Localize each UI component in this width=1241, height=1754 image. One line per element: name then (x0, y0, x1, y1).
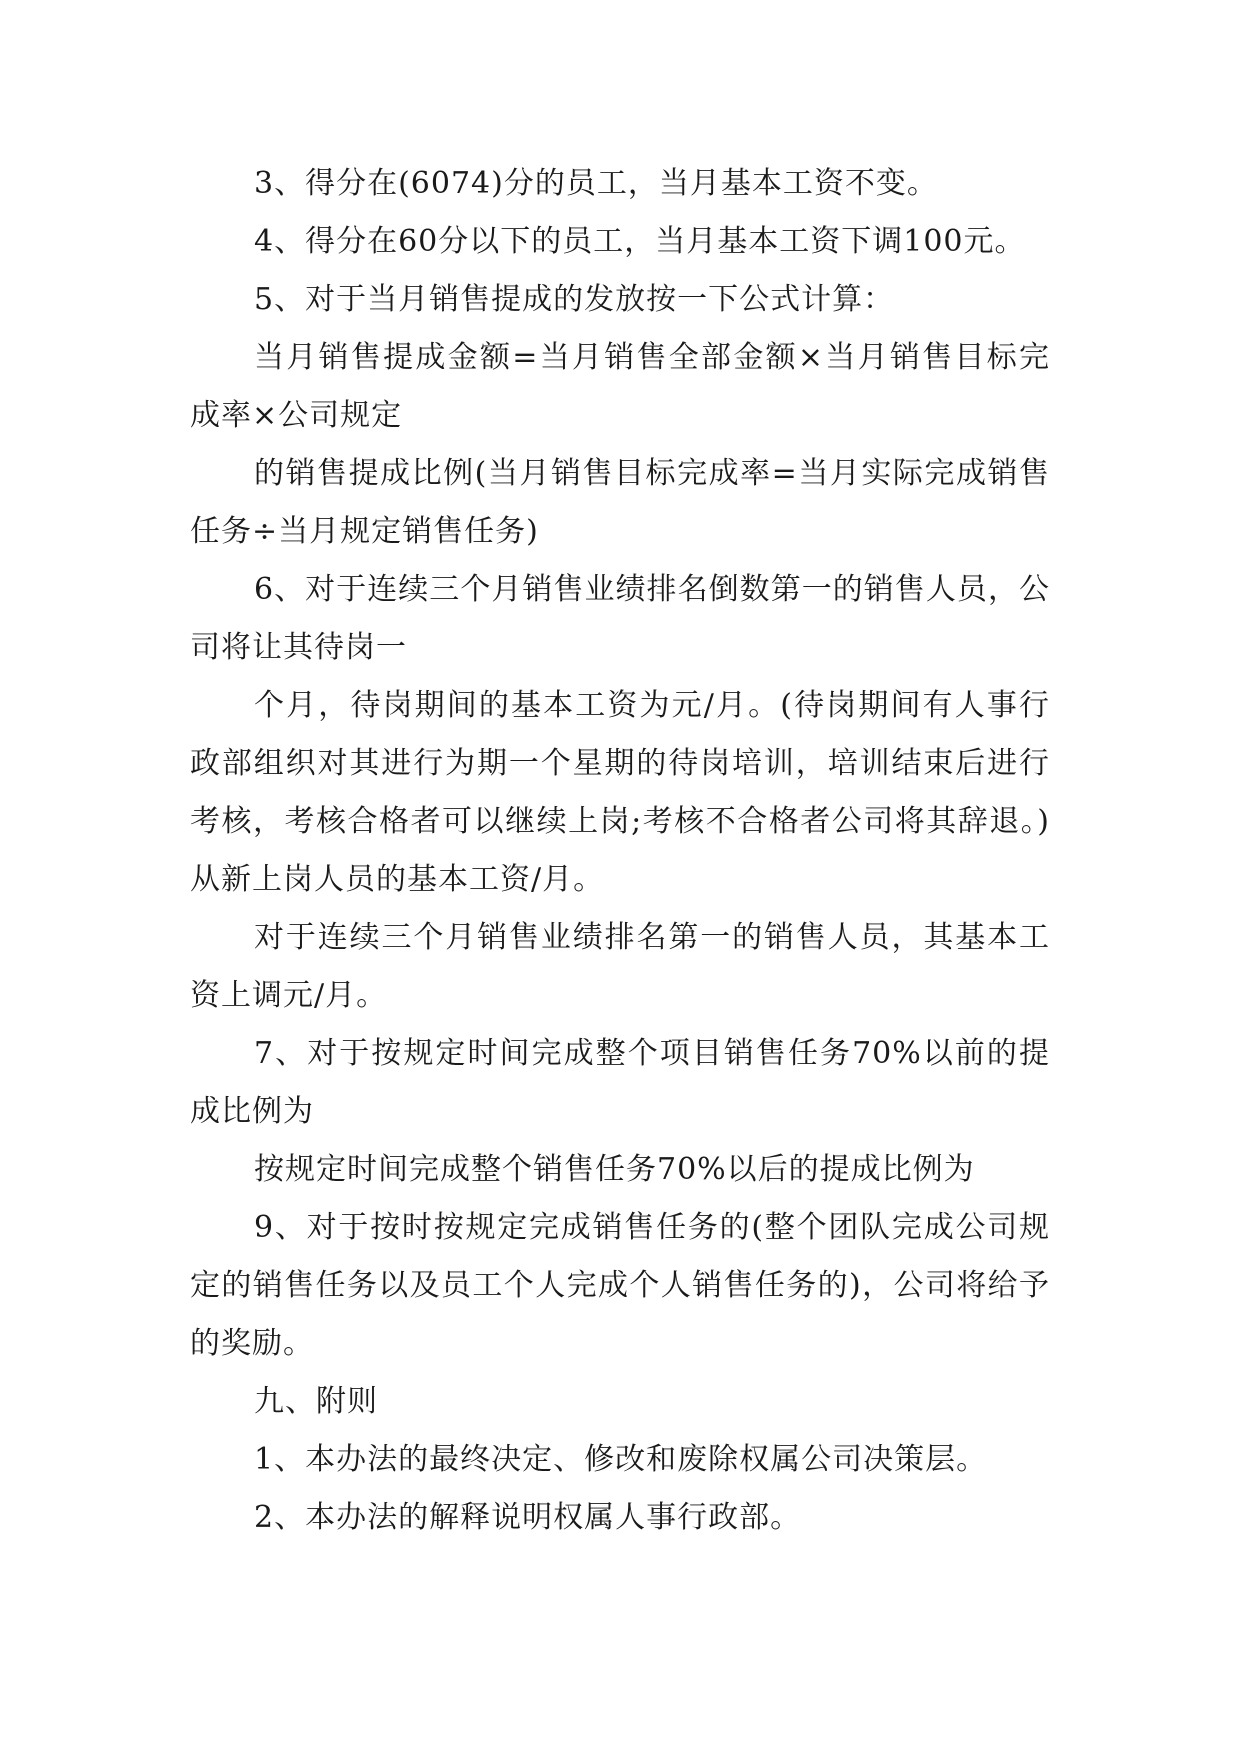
paragraph: 当月销售提成金额=当月销售全部金额×当月销售目标完成率×公司规定 (190, 340, 1050, 433)
paragraph: 个月，待岗期间的基本工资为元/月。(待岗期间有人事行政部组织对其进行为期一个星期的待岗培训，培训结束后进行考核，考核合格者可以继续上岗;考核不合格者公司将其辞退。)从新上岗人员的基本工资/月。 (190, 688, 1050, 897)
paragraph: 6、对于连续三个月销售业绩排名倒数第一的销售人员，公司将让其待岗一 (190, 572, 1050, 665)
paragraph: 9、对于按时按规定完成销售任务的(整个团队完成公司规定的销售任务以及员工个人完成个人销售任务的)，公司将给予的奖励。 (190, 1210, 1050, 1361)
document-body (190, 155, 1050, 1547)
paragraph: 7、对于按规定时间完成整个项目销售任务70%以前的提成比例为 (190, 1036, 1050, 1129)
paragraph: 3、得分在(6074)分的员工，当月基本工资不变。 (254, 166, 938, 201)
paragraph: 按规定时间完成整个销售任务70%以后的提成比例为 (254, 1152, 975, 1187)
paragraph: 2、本办法的解释说明权属人事行政部。 (254, 1500, 802, 1535)
paragraph: 4、得分在60分以下的员工，当月基本工资下调100元。 (254, 224, 1026, 259)
paragraph: 5、对于当月销售提成的发放按一下公式计算： (254, 282, 895, 317)
section-heading: 九、附则 (254, 1384, 378, 1419)
paragraph: 1、本办法的最终决定、修改和废除权属公司决策层。 (254, 1442, 988, 1477)
paragraph: 对于连续三个月销售业绩排名第一的销售人员，其基本工资上调元/月。 (190, 920, 1050, 1013)
paragraph: 的销售提成比例(当月销售目标完成率=当月实际完成销售任务÷当月规定销售任务) (190, 456, 1050, 549)
